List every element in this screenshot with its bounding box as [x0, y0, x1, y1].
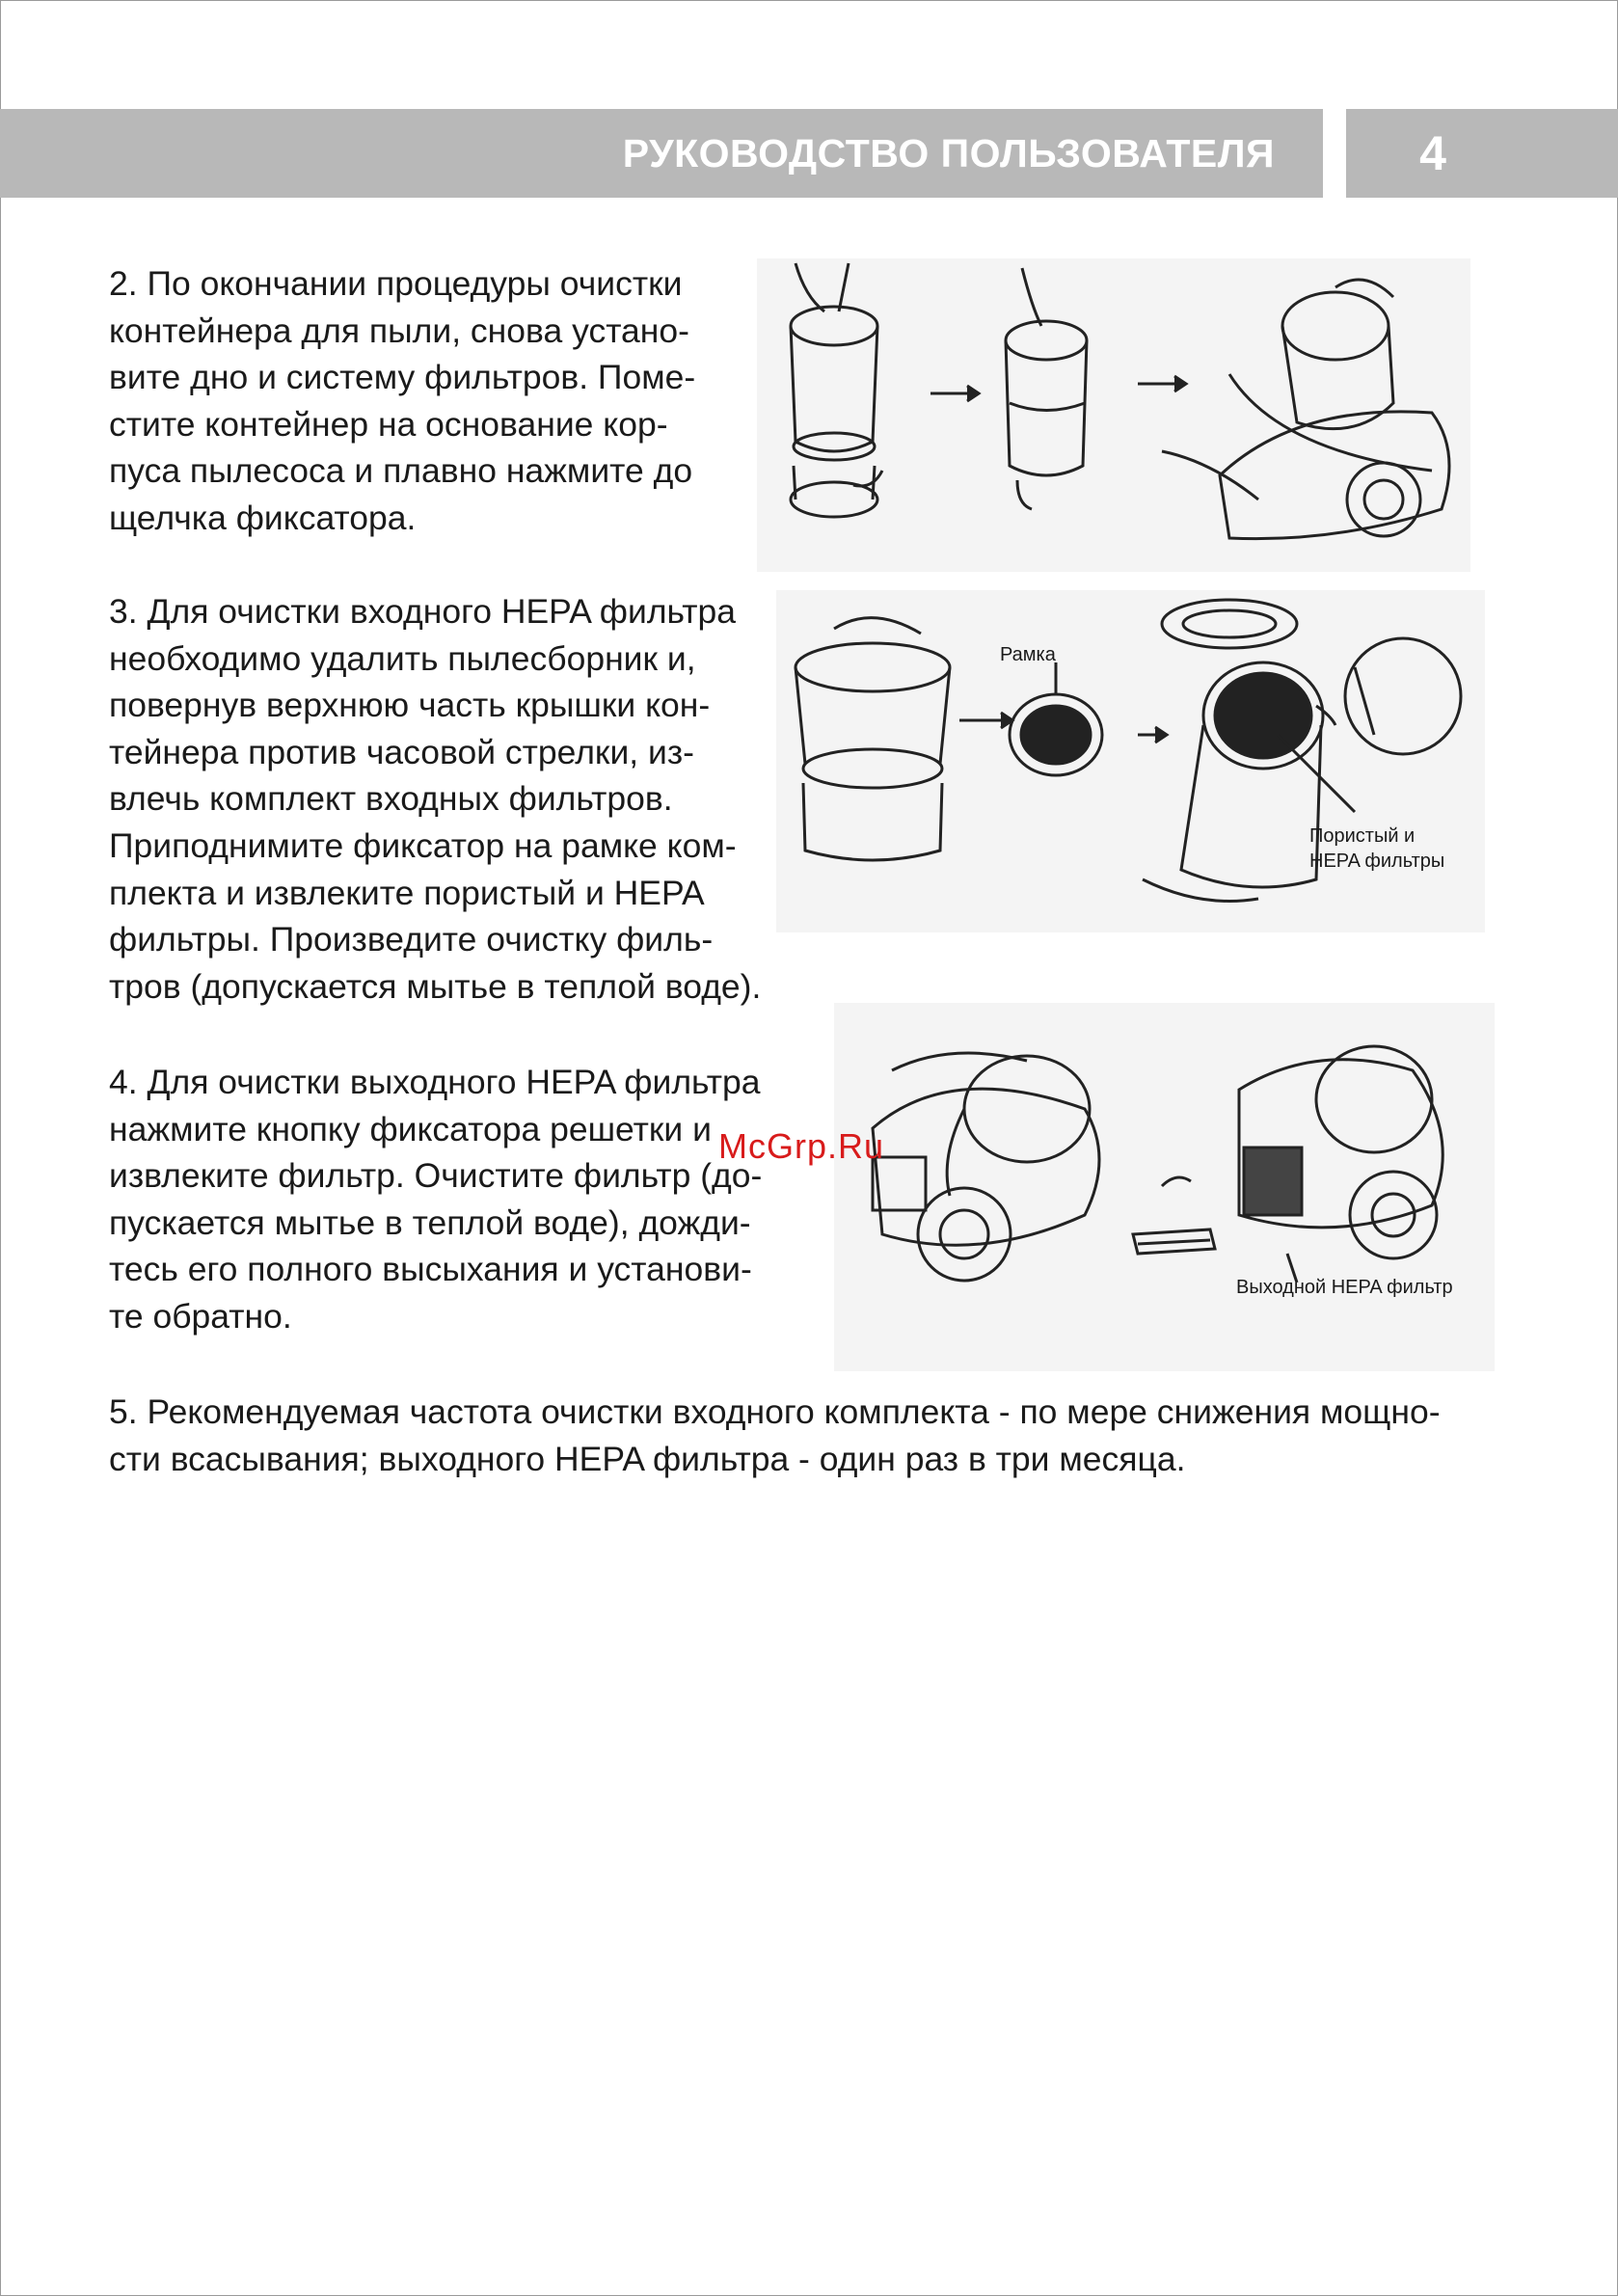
label-porous-hepa-line1: Пористый и [1309, 825, 1416, 847]
text-line: необходимо удалить пылесборник и, [109, 638, 696, 678]
step-4-text [109, 1059, 762, 1340]
text-line: контейнера для пыли, снова устано- [109, 311, 689, 350]
text-line: сти всасывания; выходного HEPA фильтра - один раз в три месяца. [109, 1439, 1186, 1478]
illustration-container-install [757, 258, 1470, 572]
text-line: тесь его полного высыхания и установи- [109, 1250, 752, 1289]
text-line: фильтры. Произведите очистку филь- [109, 920, 714, 959]
header-bar [0, 109, 1323, 198]
watermark-text: McGrp.Ru [718, 1126, 885, 1166]
step-5-text [109, 1389, 1441, 1482]
figure-inlet-filter [776, 590, 1485, 932]
text-line: стите контейнер на основание кор- [109, 404, 668, 444]
figure-outlet-filter [834, 1003, 1495, 1371]
text-line: щелчка фиксатора. [109, 498, 417, 537]
illustration-inlet-filter [776, 590, 1485, 932]
page-header-title: РУКОВОДСТВО ПОЛЬЗОВАТЕЛЯ [622, 131, 1275, 176]
text-line: 3. Для очистки входного HEPA фильтра [109, 592, 737, 631]
text-line: пуса пылесоса и плавно нажмите до [109, 451, 693, 491]
figure-container-install [757, 258, 1470, 572]
text-line: повернув верхнюю часть крышки кон- [109, 686, 711, 725]
text-line: вите дно и систему фильтров. Поме- [109, 358, 696, 397]
text-line: плекта и извлеките пористый и HEPA [109, 873, 705, 912]
text-line: 4. Для очистки выходного HEPA фильтра [109, 1063, 761, 1101]
illustration-outlet-filter [834, 1003, 1495, 1371]
step-2-text [109, 260, 695, 542]
text-line: 5. Рекомендуемая частота очистки входного комплекта - по мере снижения мощно- [109, 1392, 1441, 1431]
label-frame: Рамка [1000, 644, 1056, 665]
page-number-box [1346, 109, 1618, 198]
step-3-text [109, 588, 761, 1010]
text-line: пускается мытье в теплой воде), дожди- [109, 1202, 751, 1242]
label-porous-hepa-line2: HEPA фильтры [1309, 851, 1445, 872]
text-line: 2. По окончании процедуры очистки [109, 264, 683, 303]
text-line: Приподнимите фиксатор на рамке ком- [109, 825, 737, 865]
text-line: тейнера против часовой стрелки, из- [109, 732, 694, 771]
text-line: извлеките фильтр. Очистите фильтр (до- [109, 1156, 763, 1196]
page-number: 4 [1419, 126, 1446, 180]
text-line: нажмите кнопку фиксатора решетки и [109, 1109, 712, 1148]
text-line: те обратно. [109, 1296, 292, 1336]
label-outlet-hepa: Выходной HEPA фильтр [1236, 1277, 1453, 1298]
text-line: влечь комплект входных фильтров. [109, 779, 673, 819]
text-line: тров (допускается мытье в теплой воде). [109, 966, 762, 1006]
